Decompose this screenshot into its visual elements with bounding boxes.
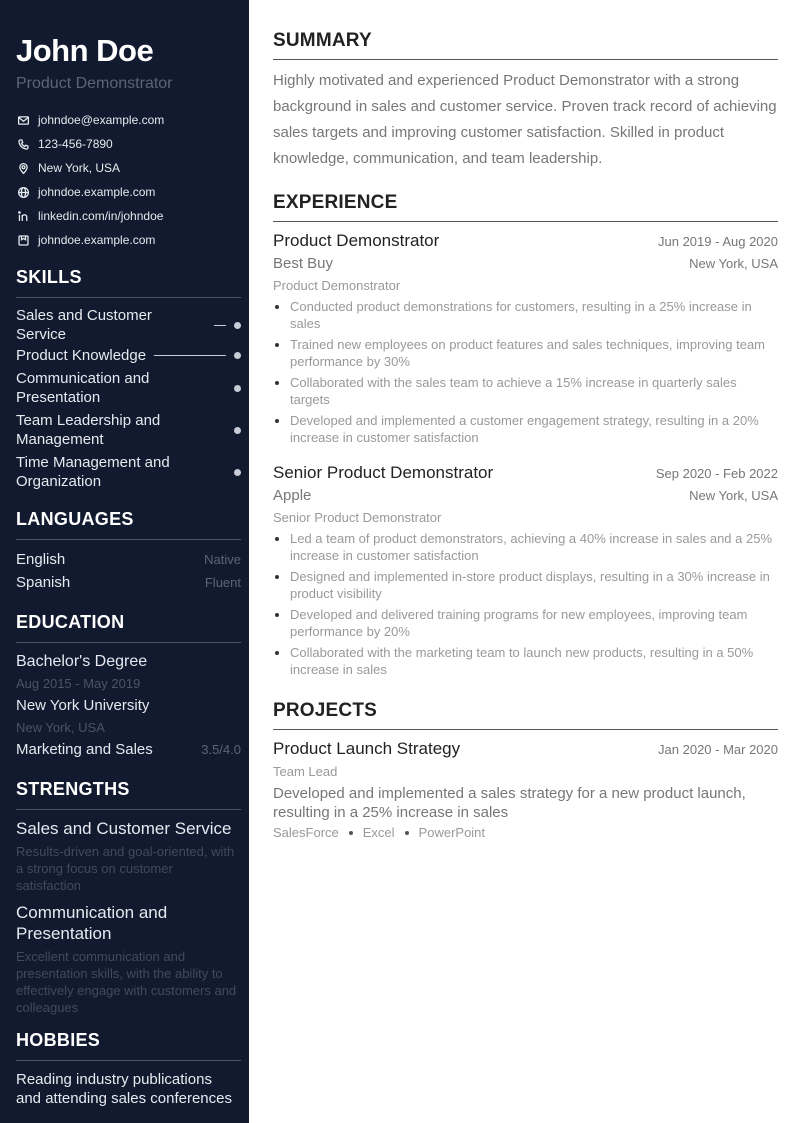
- skill-item: [16, 409, 241, 451]
- education-heading: EDUCATION: [16, 612, 241, 643]
- skills-heading: SKILLS: [16, 267, 241, 298]
- skill-label: Sales and Customer Service: [16, 307, 152, 343]
- job-role: Product Demonstrator: [273, 278, 401, 293]
- strengths-heading: STRENGTHS: [16, 779, 241, 810]
- contact-portfolio[interactable]: [16, 228, 241, 252]
- languages-list: [16, 548, 241, 594]
- tool-separator: [405, 831, 409, 835]
- contact-website[interactable]: [16, 180, 241, 204]
- job-bullet: Led a team of product demonstrators, achieving a 40% increase in sales and a 25% increase in customer satisfaction: [273, 530, 778, 564]
- education-gpa: 3.5/4.0: [201, 742, 241, 757]
- project-tool: Excel: [362, 825, 395, 840]
- project-dates: Jan 2020 - Mar 2020: [658, 742, 778, 757]
- experience-section: [273, 192, 778, 678]
- job-bullet: Collaborated with the sales team to achieve a 15% increase in quarterly sales targets: [273, 374, 778, 408]
- skill-level-line: [154, 355, 226, 356]
- project-tool: SalesForce: [273, 825, 339, 840]
- strength-description: Excellent communication and presentation skills, with the ability to effectively engage with customers and colleagues: [16, 949, 237, 1015]
- job-entry: [273, 462, 778, 678]
- job-company: Best Buy: [273, 255, 334, 272]
- project-entry: [273, 738, 778, 840]
- skill-level-dot: [234, 469, 241, 476]
- education-field: Marketing and Sales: [16, 741, 153, 758]
- globe-icon: [16, 185, 30, 199]
- job-bullet: Developed and delivered training programs for new employees, improving team performance by 20%: [273, 606, 778, 640]
- email-icon: [16, 113, 30, 127]
- language-level: Fluent: [204, 575, 241, 590]
- sidebar: [0, 0, 249, 1123]
- hobby-text: Reading industry publications and attending sales conferences: [16, 1071, 232, 1107]
- job-dates: Jun 2019 - Aug 2020: [658, 234, 778, 249]
- contact-email[interactable]: [16, 108, 241, 132]
- education-school: New York University: [16, 697, 150, 714]
- language-item: [16, 571, 241, 594]
- contact-portfolio-text: johndoe.example.com: [38, 233, 156, 247]
- skill-label: Communication and Presentation: [16, 370, 150, 406]
- skill-item: [16, 306, 241, 344]
- skill-item: [16, 344, 241, 367]
- strength-description: Results-driven and goal-oriented, with a strong focus on customer satisfaction: [16, 844, 235, 893]
- contact-phone-text: 123-456-7890: [38, 137, 113, 151]
- main-content: [273, 30, 778, 840]
- education-dates: Aug 2015 - May 2019: [16, 676, 141, 691]
- contact-location: [16, 156, 241, 180]
- job-bullet: Trained new employees on product features and sales techniques, improving team performance by 30%: [273, 336, 778, 370]
- job-dates: Sep 2020 - Feb 2022: [655, 466, 778, 481]
- skill-item: [16, 367, 241, 409]
- job-location: New York, USA: [689, 488, 778, 503]
- skill-label: Product Knowledge: [16, 347, 147, 364]
- language-item: [16, 548, 241, 571]
- project-role: Team Lead: [273, 764, 338, 779]
- hobbies-heading: HOBBIES: [16, 1030, 241, 1061]
- linkedin-icon: [16, 209, 30, 223]
- strength-title: Communication and Presentation: [16, 903, 168, 943]
- job-entry: [273, 230, 778, 446]
- tool-separator: [349, 831, 353, 835]
- experience-heading: EXPERIENCE: [273, 192, 778, 222]
- contact-website-text: johndoe.example.com: [38, 185, 156, 199]
- summary-text: Highly motivated and experienced Product Demonstrator with a strong background in sales and customer service. Proven track record of achieving sales targets and improving customer satisfaction. Skilled in product knowledge, communication, and team leadership.: [273, 72, 777, 167]
- job-bullet: Developed and implemented a customer engagement strategy, resulting in a 20% increase in customer satisfaction: [273, 412, 778, 446]
- job-bullets: [273, 298, 778, 446]
- candidate-title: Product Demonstrator: [16, 75, 173, 92]
- skill-level-dot: [234, 322, 241, 329]
- job-company: Apple: [273, 487, 312, 504]
- summary-heading: SUMMARY: [273, 30, 778, 60]
- portfolio-icon: [16, 233, 30, 247]
- language-name: English: [16, 551, 66, 568]
- skill-level-dot: [234, 352, 241, 359]
- job-title: Senior Product Demonstrator: [273, 463, 494, 482]
- strength-title: Sales and Customer Service: [16, 819, 232, 838]
- projects-section: [273, 700, 778, 840]
- location-icon: [16, 161, 30, 175]
- job-bullet: Collaborated with the marketing team to launch new products, resulting in a 50% increase in sales: [273, 644, 778, 678]
- job-title: Product Demonstrator: [273, 231, 440, 250]
- job-bullet: Conducted product demonstrations for customers, resulting in a 25% increase in sales: [273, 298, 778, 332]
- skills-list: [16, 306, 241, 493]
- language-level: Native: [204, 552, 241, 567]
- job-bullet: Designed and implemented in-store product displays, resulting in a 30% increase in product visibility: [273, 568, 778, 602]
- education-location: New York, USA: [16, 720, 105, 735]
- project-description: Developed and implemented a sales strategy for a new product launch, resulting in a 25% increase in sales: [273, 785, 746, 821]
- strengths-list: [16, 818, 241, 1016]
- project-tools: [273, 825, 778, 840]
- job-role: Senior Product Demonstrator: [273, 510, 442, 525]
- candidate-name: John Doe: [16, 33, 154, 68]
- skill-level-line: [214, 325, 226, 326]
- education-field-row: [16, 739, 241, 761]
- contact-list: [16, 108, 241, 252]
- summary-section: [273, 30, 778, 172]
- education-degree: Bachelor's Degree: [16, 653, 148, 670]
- projects-heading: PROJECTS: [273, 700, 778, 730]
- contact-linkedin-text: linkedin.com/in/johndoe: [38, 209, 164, 223]
- contact-phone[interactable]: [16, 132, 241, 156]
- phone-icon: [16, 137, 30, 151]
- contact-linkedin[interactable]: [16, 204, 241, 228]
- skill-label: Team Leadership and Management: [16, 412, 161, 448]
- language-name: Spanish: [16, 574, 71, 591]
- education-entry: [16, 651, 241, 761]
- project-tool: PowerPoint: [418, 825, 486, 840]
- skill-level-dot: [234, 427, 241, 434]
- contact-email-text: johndoe@example.com: [38, 113, 165, 127]
- skill-level-dot: [234, 385, 241, 392]
- languages-heading: LANGUAGES: [16, 509, 241, 540]
- skill-item: [16, 451, 241, 493]
- skill-label: Time Management and Organization: [16, 454, 170, 490]
- job-bullets: [273, 530, 778, 678]
- contact-location-text: New York, USA: [38, 161, 121, 175]
- project-title: Product Launch Strategy: [273, 739, 461, 758]
- job-location: New York, USA: [689, 256, 778, 271]
